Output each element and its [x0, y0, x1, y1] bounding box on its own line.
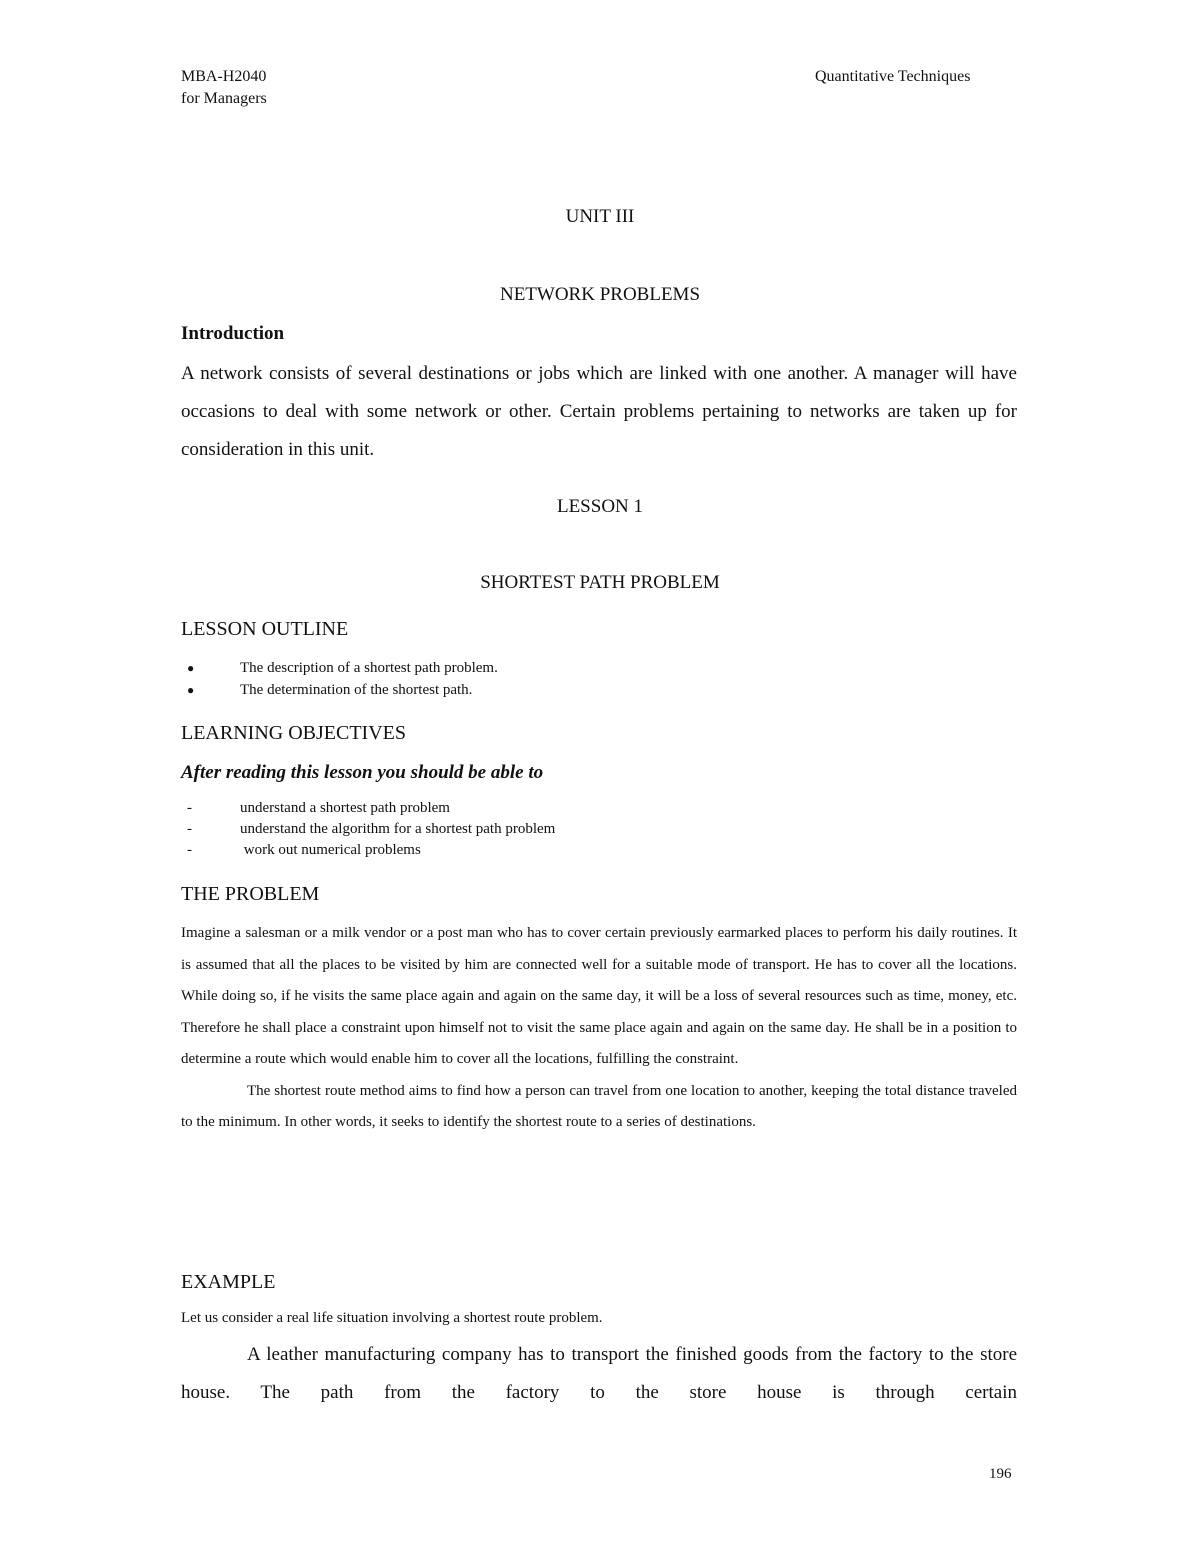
list-item: [181, 819, 555, 840]
problem-paragraph-1: Imagine a salesman or a milk vendor or a post man who has to cover certain previously earmarked places to perform his daily routines. It is assumed that all the places to be visited by him are connected well for a suitable mode of transport. He has to cover all the locations. While doing so, if he visits the same place again and again on the same day, it will be a loss of several resources such as time, money, etc. Therefore he shall place a constraint upon himself not to visit the same place again and again on the same day. He shall be in a position to determine a route which would enable him to cover all the locations, fulfilling the constraint.: [181, 925, 1017, 1067]
objective-item-text: work out numerical problems: [240, 842, 421, 858]
introduction-heading: Introduction: [181, 323, 285, 344]
bullet-icon: ●: [187, 683, 195, 697]
header-course-title: Quantitative Techniques: [815, 68, 971, 85]
lesson-title: SHORTEST PATH PROBLEM: [480, 572, 720, 593]
list-item: [181, 840, 555, 861]
outline-heading: LESSON OUTLINE: [181, 618, 349, 640]
outline-list: [181, 657, 498, 701]
introduction-paragraph: A network consists of several destinations or jobs which are linked with one another. A manager will have occasions to deal with some network or other. Certain problems pertaining to networks are taken up for consideration in this unit.: [181, 363, 1017, 460]
example-intro: Let us consider a real life situation involving a shortest route problem.: [181, 1310, 603, 1326]
outline-item-text: The description of a shortest path problem.: [240, 660, 498, 676]
objective-item-text: understand a shortest path problem: [240, 800, 450, 816]
bullet-icon: ●: [187, 661, 195, 675]
unit-title: UNIT III: [565, 206, 635, 227]
objectives-list: [181, 798, 555, 861]
list-item: [181, 679, 498, 701]
example-text: [181, 1336, 1017, 1412]
problem-heading: THE PROBLEM: [181, 883, 320, 905]
header-course-code: [181, 66, 267, 110]
unit-subtitle: NETWORK PROBLEMS: [499, 284, 701, 305]
objectives-heading: LEARNING OBJECTIVES: [181, 722, 406, 744]
list-item: [181, 657, 498, 679]
problem-paragraph-2: The shortest route method aims to find how a person can travel from one location to another, keeping the total distance traveled to the minimum. In other words, it seeks to identify the shortest route to a series of destinations.: [181, 1082, 1017, 1130]
objectives-lead: After reading this lesson you should be able to: [181, 762, 544, 783]
header-course-code-line1: MBA-H2040: [181, 68, 267, 85]
objective-item-text: understand the algorithm for a shortest path problem: [240, 821, 556, 837]
example-paragraph: A leather manufacturing company has to transport the finished goods from the factory to the store house. The path from the factory to the store house is through certain: [181, 1344, 1017, 1403]
page-number: 196: [989, 1466, 1012, 1482]
list-item: [181, 798, 555, 819]
dash-marker: -: [187, 821, 192, 837]
example-heading: EXAMPLE: [181, 1271, 276, 1293]
problem-text: [181, 918, 1017, 1139]
header-course-code-line2: for Managers: [181, 90, 267, 107]
dash-marker: -: [187, 842, 192, 858]
lesson-number: LESSON 1: [556, 496, 644, 517]
introduction-text: [181, 355, 1017, 469]
dash-marker: -: [187, 800, 192, 816]
outline-item-text: The determination of the shortest path.: [240, 682, 473, 698]
